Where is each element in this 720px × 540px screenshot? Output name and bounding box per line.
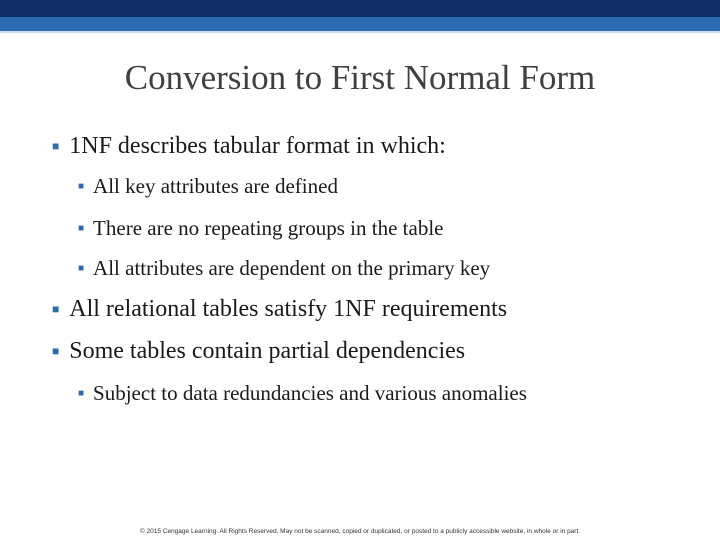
bullet-square-icon: ■ [78,181,85,192]
bullet-square-icon: ■ [52,139,60,153]
header-band-blue [0,17,720,31]
bullet-text: Subject to data redundancies and various anomalies [93,381,527,405]
bullet-item [52,296,507,323]
sub-bullet-item [78,381,527,406]
bullet-text: All attributes are dependent on the primary key [93,256,491,280]
bullet-text: 1NF describes tabular format in which: [69,133,446,159]
bullet-square-icon: ■ [78,388,85,399]
copyright-footer: © 2015 Cengage Learning. All Rights Reserved. May not be scanned, copied or duplicated, or posted to a publicly accessible website, in whole or in part. [139,528,581,535]
bullet-text: There are no repeating groups in the table [93,216,444,240]
bullet-text: Some tables contain partial dependencies [69,338,466,364]
bullet-item [52,133,446,160]
slide-title: Conversion to First Normal Form [124,58,596,97]
bullet-square-icon: ■ [78,223,85,234]
header-band-light [0,31,720,33]
header-band-dark [0,0,720,17]
sub-bullet-item [78,216,443,241]
bullet-text: All key attributes are defined [93,174,338,198]
bullet-square-icon: ■ [78,263,85,274]
bullet-item [52,338,465,365]
bullet-square-icon: ■ [52,344,60,358]
bullet-text: All relational tables satisfy 1NF requirements [69,296,508,322]
bullet-square-icon: ■ [52,302,60,316]
sub-bullet-item [78,174,338,199]
sub-bullet-item [78,256,490,281]
